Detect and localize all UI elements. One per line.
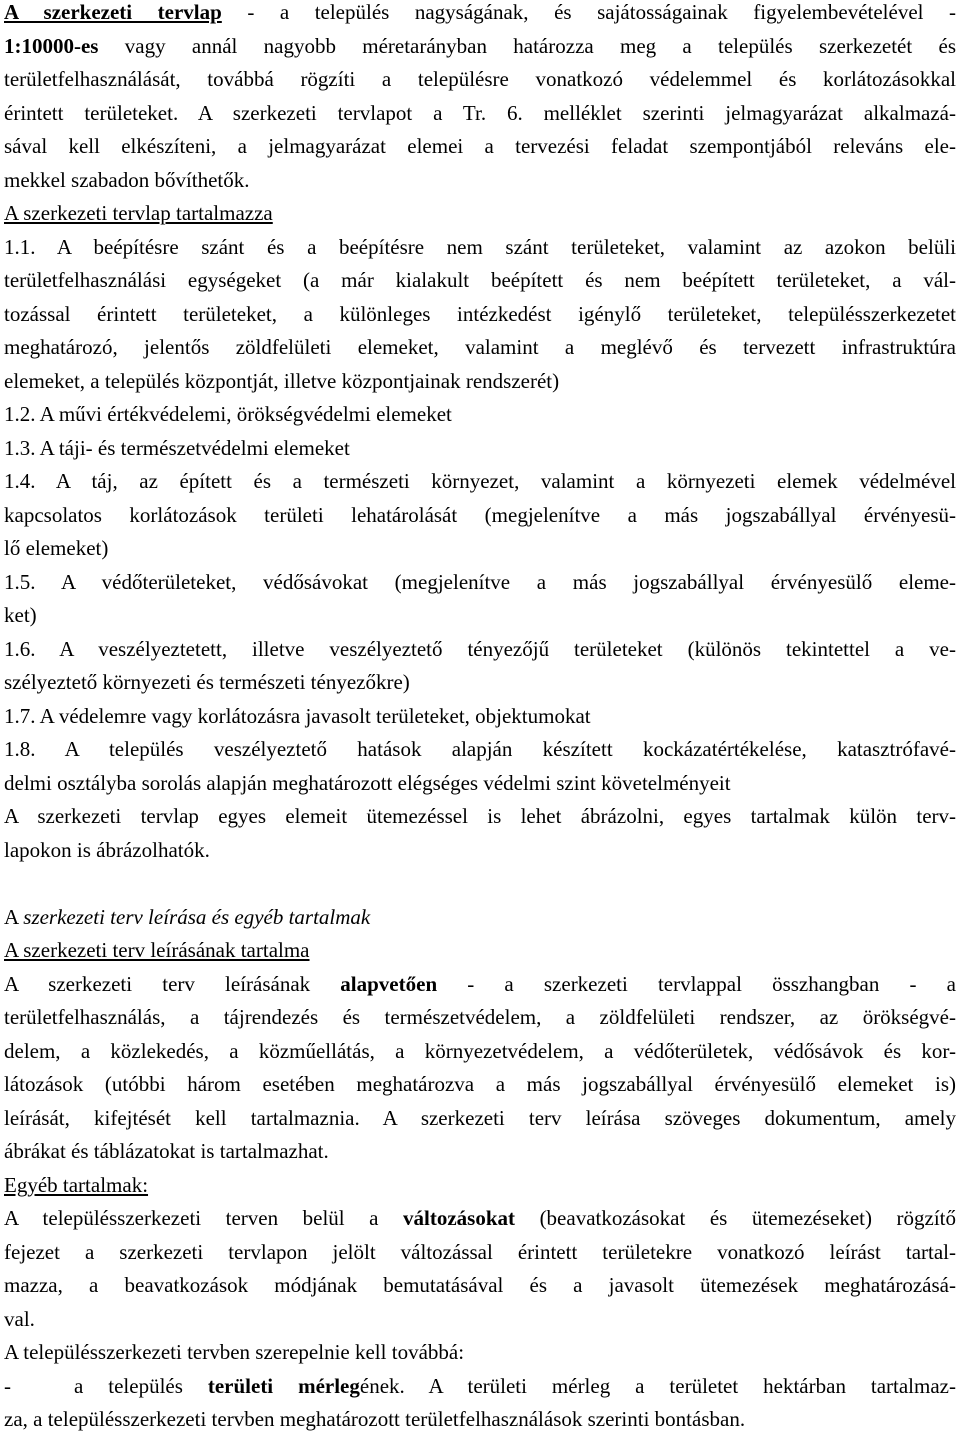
term-szerkezeti-tervlap: A szerkezeti tervlap (4, 0, 222, 24)
list-item-1-3: 1.3. A táji- és természetvédelmi elemeket (4, 435, 350, 460)
list-item-1-8: 1.8. A település veszélyeztető hatások alapján készített kockázatértékelése, katasztrófavé- (4, 737, 956, 761)
text-line: delem, a közlekedés, a közműellátás, a környezetvédelem, a védőterületek, védősávok és kor- (4, 1038, 956, 1063)
list-item-1-6: 1.6. A veszélyeztetett, illetve veszélyeztető tényezőjű területeket (különös tekintettel a ve- (4, 636, 956, 661)
list-item-1-5: 1.5. A védőterületeket, védősávokat (megjelenítve a más jogszabállyal érvényesülő eleme- (4, 569, 956, 594)
list-item-1-7: 1.7. A védelemre vagy korlátozásra javasolt területeket, objektumokat (4, 703, 591, 728)
text-line: elemeket, a település központját, illetve központjainak rendszerét) (4, 368, 560, 393)
text-line: A szerkezeti tervlap egyes elemeit ütemezéssel is lehet ábrázolni, egyes tartalmak külön terv- (4, 804, 956, 828)
list-item-1-1: 1.1. A beépítésre szánt és a beépítésre nem szánt területeket, valamint az azokon belüli (4, 234, 956, 259)
text-line: mazza, a beavatkozások módjának bemutatásával és a javasolt ütemezések meghatározásá- (4, 1273, 956, 1297)
text-line: mekkel szabadon bővíthetők. (4, 167, 250, 192)
text-line: ábrákat és táblázatokat is tartalmazhat. (4, 1139, 329, 1163)
closing-paragraph (4, 800, 956, 867)
list-item-1-4: 1.4. A táj, az épített és a természeti környezet, valamint a környezeti elemek védelmével (4, 469, 956, 493)
description-section (4, 901, 956, 1169)
text-line: lapokon is ábrázolhatók. (4, 837, 210, 862)
list-item-1-2: 1.2. A művi értékvédelemi, örökségvédelmi elemeket (4, 402, 452, 426)
text-line: ket) (4, 603, 37, 627)
bullet-item: - a település területi mérlegének. A területi mérleg a területet hektárban tartalmaz- (4, 1370, 956, 1404)
emphasis-alapvetoen: alapvetően (340, 971, 438, 996)
text-line: leírását, kifejtését kell tartalmaznia. A szerkezeti terv leírása szöveges dokumentum, amely (4, 1105, 956, 1130)
bullet-dash: - (4, 1373, 11, 1398)
text-line: A szerkezeti tervlap - a település nagyságának, és sajátosságainak figyelembevételével - (4, 0, 956, 24)
contents-list (4, 231, 956, 801)
text-line: A településszerkezeti terven belül a változásokat (beavatkozásokat és ütemezéseket) rögzítő (4, 1206, 956, 1230)
section-subheading: A szerkezeti terv leírásának tartalma (4, 938, 310, 962)
text-line: meghatározó, jelentős zöldfelületi elemeket, valamint a meglévő és tervezett infrastruktúra (4, 335, 956, 359)
text-line: látozások (utóbbi három esetében meghatározva a más jogszabállyal érvényesülő elemeket is) (4, 1072, 956, 1096)
text-line: lő elemeket) (4, 536, 109, 560)
emphasis-valtozasokat: változásokat (403, 1206, 516, 1230)
text-line: za, a településszerkezeti tervben meghatározott területfelhasználások szerinti bontásban. (4, 1407, 746, 1431)
text-line: tozással érintett területeket, a különleges intézkedést igénylő területeket, településszerkezetet (4, 301, 956, 326)
text-line: A településszerkezeti tervben szerepelnie kell továbbá: (4, 1340, 465, 1364)
other-contents-heading: Egyéb tartalmak: (4, 1172, 149, 1197)
text-line: A szerkezeti terv leírásának alapvetően - a szerkezeti tervlappal összhangban - a (4, 971, 956, 996)
text-line: területfelhasználás, a tájrendezés és természetvédelem, a zöldfelületi rendszer, az örökségvé- (4, 1005, 956, 1029)
text-line: érintett területeket. A szerkezeti tervlapot a Tr. 6. melléklet szerinti jelmagyarázat alkalmazá- (4, 100, 956, 125)
contents-heading: A szerkezeti tervlap tartalmazza (4, 201, 273, 225)
scale-value: 1:10000-es (4, 33, 99, 58)
text-line: delmi osztályba sorolás alapján meghatározott elégséges védelmi szint követelményeit (4, 770, 731, 795)
section-title: A szerkezeti terv leírása és egyéb tartalmak (4, 904, 371, 929)
text-line: kapcsolatos korlátozások területi lehatárolását (megjelenítve a más jogszabállyal érvényesü- (4, 502, 956, 527)
intro-paragraph (4, 0, 956, 197)
text-line: területfelhasználását, továbbá rögzíti a településre vonatkozó védelemmel és korlátozásokkal (4, 67, 956, 91)
text-line: fejezet a szerkezeti tervlapon jelölt változással érintett területekre vonatkozó leírást tartal- (4, 1239, 956, 1264)
text-line: területfelhasználási egységeket (a már kialakult beépített és nem beépített területeket, a vál- (4, 268, 956, 292)
text-line: sával kell elkészíteni, a jelmagyarázat elemei a tervezési feladat szempontjából releváns ele- (4, 134, 956, 158)
document-page (4, 0, 956, 1437)
text-line: 1:10000-es vagy annál nagyobb méretarányban határozza meg a település szerkezetét és (4, 33, 956, 58)
text-line: val. (4, 1306, 35, 1331)
other-contents-section (4, 1169, 956, 1437)
text-line: szélyeztető környezeti és természeti tényezőkre) (4, 670, 410, 694)
emphasis-teruleti-merleg: területi mérleg (207, 1373, 360, 1398)
paragraph-gap (4, 867, 956, 901)
